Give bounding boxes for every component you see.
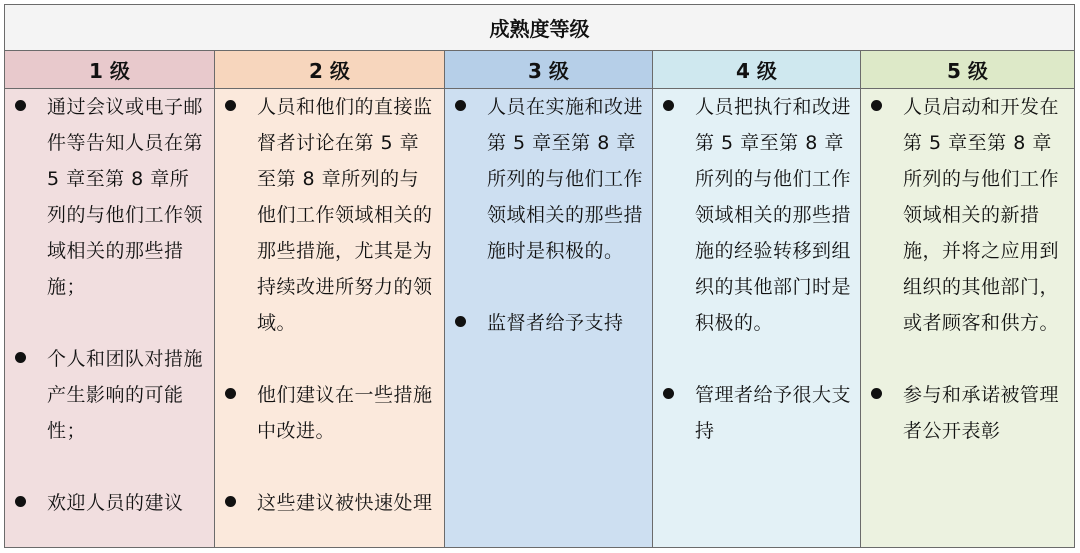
level-1-column bbox=[5, 51, 215, 547]
bullet-icon bbox=[225, 496, 236, 507]
bullet-icon bbox=[225, 100, 236, 111]
bullet-icon bbox=[15, 100, 26, 111]
bullet-icon bbox=[871, 100, 882, 111]
bullet-text: 人员和他们的直接监督者讨论在第 5 章至第 8 章所列的与他们工作领域相关的那些措施，尤其是为持续改进所努力的领域。 bbox=[257, 96, 433, 334]
bullet-icon bbox=[663, 100, 674, 111]
level-3-body bbox=[445, 89, 652, 341]
bullet-text: 参与和承诺被管理者公开表彰 bbox=[903, 384, 1060, 442]
maturity-table bbox=[4, 4, 1075, 548]
bullet-icon bbox=[663, 388, 674, 399]
bullet-item bbox=[653, 377, 860, 449]
level-1-body bbox=[5, 89, 214, 521]
level-columns bbox=[5, 51, 1074, 547]
bullet-icon bbox=[455, 100, 466, 111]
bullet-icon bbox=[871, 388, 882, 399]
level-2-column bbox=[215, 51, 445, 547]
bullet-item bbox=[5, 485, 214, 521]
bullet-item bbox=[445, 89, 652, 269]
level-2-header: 2 级 bbox=[215, 51, 444, 89]
level-4-column bbox=[653, 51, 861, 547]
level-1-header: 1 级 bbox=[5, 51, 214, 89]
bullet-text: 人员启动和开发在第 5 章至第 8 章所列的与他们工作领域相关的新措施，并将之应用到组织的其他部门，或者顾客和供方。 bbox=[903, 96, 1060, 334]
bullet-item bbox=[445, 305, 652, 341]
bullet-text: 人员把执行和改进第 5 章至第 8 章所列的与他们工作领域相关的那些措施的经验转移到组织的其他部门时是积极的。 bbox=[695, 96, 852, 334]
bullet-text: 人员在实施和改进第 5 章至第 8 章所列的与他们工作领域相关的那些措施时是积极的。 bbox=[487, 96, 644, 262]
level-5-header: 5 级 bbox=[861, 51, 1074, 89]
bullet-item bbox=[215, 485, 444, 521]
bullet-text: 通过会议或电子邮件等告知人员在第 5 章至第 8 章所列的与他们工作领域相关的那些措施； bbox=[47, 96, 210, 298]
table-title: 成熟度等级 bbox=[5, 5, 1074, 51]
bullet-icon bbox=[15, 496, 26, 507]
bullet-item bbox=[653, 89, 860, 341]
bullet-item bbox=[5, 89, 214, 305]
bullet-text: 个人和团队对措施产生影响的可能性； bbox=[47, 348, 204, 442]
level-2-body bbox=[215, 89, 444, 521]
bullet-text: 监督者给予支持 bbox=[487, 312, 624, 334]
bullet-text: 欢迎人员的建议 bbox=[47, 492, 184, 514]
bullet-item bbox=[5, 341, 214, 449]
bullet-item bbox=[215, 377, 444, 449]
level-5-column bbox=[861, 51, 1074, 547]
level-3-column bbox=[445, 51, 653, 547]
bullet-text: 管理者给予很大支持 bbox=[695, 384, 852, 442]
level-4-body bbox=[653, 89, 860, 449]
bullet-text: 他们建议在一些措施中改进。 bbox=[257, 384, 433, 442]
level-4-header: 4 级 bbox=[653, 51, 860, 89]
level-3-header: 3 级 bbox=[445, 51, 652, 89]
bullet-icon bbox=[15, 352, 26, 363]
bullet-item bbox=[215, 89, 444, 341]
level-5-body bbox=[861, 89, 1074, 449]
bullet-icon bbox=[455, 316, 466, 327]
bullet-item bbox=[861, 377, 1074, 449]
bullet-text: 这些建议被快速处理 bbox=[257, 492, 433, 514]
bullet-icon bbox=[225, 388, 236, 399]
bullet-item bbox=[861, 89, 1074, 341]
